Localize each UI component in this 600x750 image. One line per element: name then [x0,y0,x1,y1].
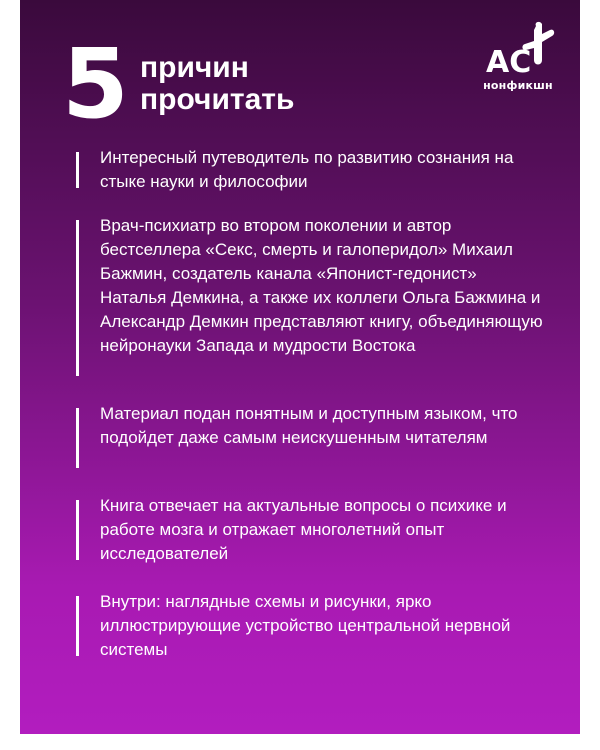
reason-text: Интересный путеводитель по развитию сознания на стыке науки и философии [100,148,514,191]
headline-line-2: прочитать [140,83,295,116]
reason-text: Книга отвечает на актуальные вопросы о психике и работе мозга и отражает многолетний опыт исследователей [100,496,507,563]
reason-bar [76,596,79,656]
headline [140,52,294,116]
promo-card [20,0,580,734]
reason-item-1 [76,146,546,194]
reason-bar [76,500,79,560]
reason-item-4 [76,494,546,566]
reason-item-3 [76,402,546,474]
reason-item-5 [76,590,546,662]
publisher-logo [478,20,558,100]
reason-text: Внутри: наглядные схемы и рисунки, ярко иллюстрирующие устройство центральной нервной системы [100,592,511,659]
reason-text: Врач-психиатр во втором поколении и автор бестселлера «Секс, смерть и галоперидол» Михаил Бажмин, создатель канала «Японист-гедонист» Наталья Демкина, а также их коллеги Ольга Бажмина и Александр Демкин представляют книгу, объединяющую нейронауки Запада и мудрости Востока [100,216,543,355]
reason-text: Материал подан понятным и доступным языком, что подойдет даже самым неискушенным читателям [100,404,518,447]
big-number: 5 [62,28,127,140]
headline-line-1: причин [140,51,249,84]
reason-item-2 [76,214,546,382]
logo-letters: AC [486,45,532,80]
logo-mark-icon [478,20,558,80]
reason-bar [76,220,79,376]
reason-bar [76,152,79,188]
reason-bar [76,408,79,468]
logo-wordmark: нонфикшн [483,79,553,92]
